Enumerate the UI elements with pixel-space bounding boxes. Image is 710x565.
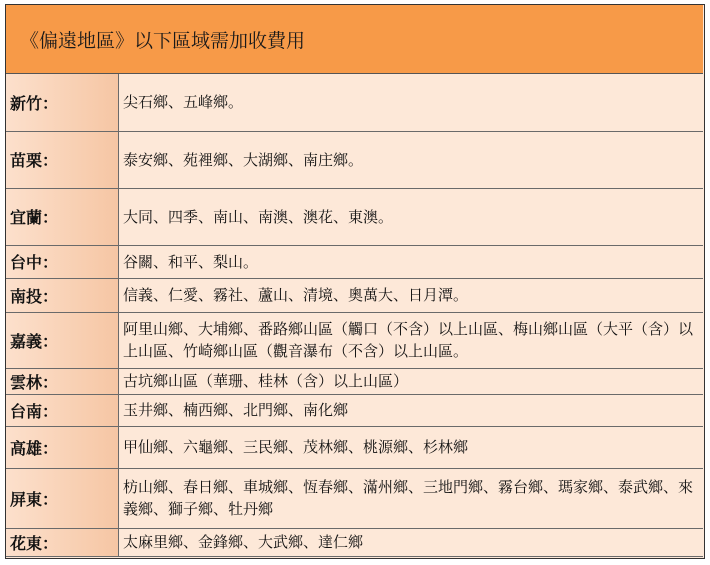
areas-cell: 大同、四季、南山、南澳、澳花、東澳。 [119, 188, 704, 245]
region-cell: 苗栗： [6, 131, 119, 188]
region-cell: 南投： [6, 278, 119, 312]
areas-cell: 泰安鄉、苑裡鄉、大湖鄉、南庄鄉。 [119, 131, 704, 188]
areas-cell: 甲仙鄉、六龜鄉、三民鄉、茂林鄉、桃源鄉、杉林鄉 [119, 426, 704, 468]
table-row [6, 131, 703, 188]
table-row [6, 245, 703, 278]
table-row [6, 188, 703, 245]
region-cell: 屏東： [6, 468, 119, 528]
table-row [6, 312, 703, 368]
areas-cell: 阿里山鄉、大埔鄉、番路鄉山區（觸口（不含）以上山區、梅山鄉山區（大平（含）以上山區、竹崎鄉山區（觀音瀑布（不含）以上山區。 [119, 312, 704, 368]
areas-cell: 谷關、和平、梨山。 [119, 245, 704, 278]
table-row [6, 394, 703, 426]
region-cell: 台南： [6, 394, 119, 426]
region-cell: 宜蘭： [6, 188, 119, 245]
region-cell: 新竹： [6, 74, 119, 131]
table-row [6, 278, 703, 312]
region-cell: 雲林： [6, 368, 119, 394]
region-cell: 花東： [6, 528, 119, 556]
table-title: 《偏遠地區》以下區域需加收費用 [20, 29, 306, 52]
region-cell: 高雄： [6, 426, 119, 468]
region-cell: 台中： [6, 245, 119, 278]
areas-cell: 玉井鄉、楠西鄉、北門鄉、南化鄉 [119, 394, 704, 426]
table-row [6, 426, 703, 468]
areas-cell: 尖石鄉、五峰鄉。 [119, 74, 704, 131]
table-row [6, 368, 703, 394]
table-row [6, 528, 703, 556]
areas-cell: 信義、仁愛、霧社、蘆山、清境、奧萬大、日月潭。 [119, 278, 704, 312]
areas-cell: 枋山鄉、春日鄉、車城鄉、恆春鄉、滿州鄉、三地門鄉、霧台鄉、瑪家鄉、泰武鄉、來義鄉、獅子鄉、牡丹鄉 [119, 468, 704, 528]
table-header [6, 5, 703, 74]
region-cell: 嘉義： [6, 312, 119, 368]
remote-area-table [6, 74, 703, 557]
remote-area-table-frame [5, 4, 705, 559]
areas-cell: 古坑鄉山區（華珊、桂林（含）以上山區） [119, 368, 704, 394]
table-row [6, 74, 703, 131]
table-row [6, 468, 703, 528]
areas-cell: 太麻里鄉、金鋒鄉、大武鄉、達仁鄉 [119, 528, 704, 556]
